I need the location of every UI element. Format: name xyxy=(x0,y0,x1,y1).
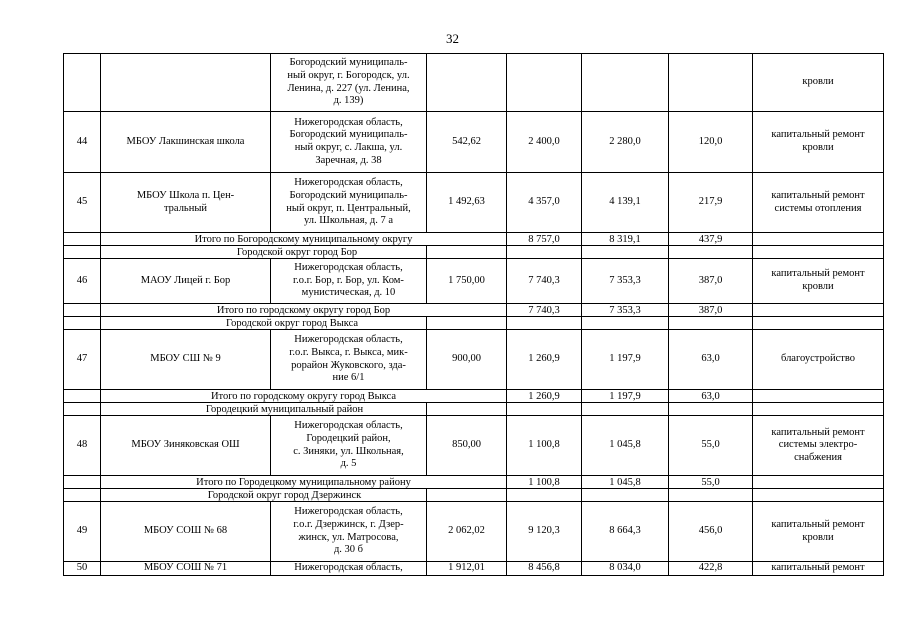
institution-name xyxy=(101,173,271,233)
value-cell: 120,0 xyxy=(669,112,753,173)
address-cell xyxy=(271,502,427,562)
work-line: кровли xyxy=(802,531,834,543)
work-type-cell xyxy=(753,54,884,112)
address-line: Заречная, д. 38 xyxy=(315,154,382,166)
table-row xyxy=(64,112,884,173)
name-line: МБОУ СШ № 9 xyxy=(150,353,221,365)
address-line: жинск, ул. Матросова, xyxy=(298,531,399,543)
row-number: 45 xyxy=(64,173,101,233)
empty-cell xyxy=(427,403,507,416)
empty-cell xyxy=(669,246,753,259)
value-cell: 2 400,0 xyxy=(507,112,582,173)
budget-table xyxy=(63,53,884,576)
empty-cell xyxy=(507,489,582,502)
value-cell: 7 740,3 xyxy=(507,304,582,317)
address-line: д. 139) xyxy=(333,95,364,107)
address-cell xyxy=(271,173,427,233)
work-line: кровли xyxy=(802,76,834,88)
work-type-cell xyxy=(753,390,884,403)
address-line: ние 6/1 xyxy=(332,372,365,384)
value-cell: 1 045,8 xyxy=(582,416,669,476)
region-spacer xyxy=(64,403,101,416)
address-line: Нижегородская область, xyxy=(294,420,403,432)
value-cell: 9 120,3 xyxy=(507,502,582,562)
table-row xyxy=(64,562,884,576)
address-cell xyxy=(271,54,427,112)
address-cell xyxy=(271,416,427,476)
work-line: кровли xyxy=(802,281,834,292)
region-spacer xyxy=(64,489,101,502)
value-cell: 8 757,0 xyxy=(507,233,582,246)
address-line: Городецкий район, xyxy=(306,432,391,444)
table-body xyxy=(64,54,884,576)
address-line: Нижегородская область, xyxy=(294,116,403,128)
table-row xyxy=(64,416,884,476)
name-line: МБОУ Школа п. Цен- xyxy=(136,189,235,201)
empty-cell xyxy=(669,403,753,416)
address-line: Нижегородская область, xyxy=(294,177,403,189)
subtotal-label: Итого по Городецкому муниципальному району xyxy=(101,476,507,489)
address-line: ный округ, г. Богородск, ул. xyxy=(287,69,410,81)
value-cell: 1 260,9 xyxy=(507,390,582,403)
address-line: г.о.г. Бор, г. Бор, ул. Ком- xyxy=(293,274,404,286)
region-row xyxy=(64,246,884,259)
row-number: 49 xyxy=(64,502,101,562)
value-cell: 2 062,02 xyxy=(427,502,507,562)
row-number: 46 xyxy=(64,259,101,304)
value-cell: 1 750,00 xyxy=(427,259,507,304)
value-cell: 55,0 xyxy=(669,416,753,476)
work-type-cell xyxy=(753,304,884,317)
value-cell: 1 045,8 xyxy=(582,476,669,489)
value-cell: 1 100,8 xyxy=(507,416,582,476)
value-cell xyxy=(427,54,507,112)
value-cell: 7 353,3 xyxy=(582,304,669,317)
address-line: Ленина, д. 227 (ул. Ленина, xyxy=(287,82,410,94)
value-cell: 1 492,63 xyxy=(427,173,507,233)
empty-cell xyxy=(507,317,582,330)
empty-cell xyxy=(753,489,884,502)
page-number: 32 xyxy=(446,31,459,46)
work-type-cell xyxy=(753,562,884,576)
empty-cell xyxy=(669,489,753,502)
subtotal-label: Итого по городскому округу город Бор xyxy=(101,304,507,317)
row-number: 47 xyxy=(64,330,101,390)
address-line: с. Зиняки, ул. Школьная, xyxy=(293,445,404,457)
row-number: 50 xyxy=(64,562,101,576)
name-line: МБОУ СОШ № 68 xyxy=(143,525,228,537)
address-line: Богородский муниципаль- xyxy=(289,129,408,141)
work-type-cell xyxy=(753,330,884,390)
table-row xyxy=(64,259,884,304)
table-row xyxy=(64,502,884,562)
institution-name xyxy=(101,416,271,476)
institution-name xyxy=(101,502,271,562)
work-type-cell xyxy=(753,112,884,173)
value-cell: 1 260,9 xyxy=(507,330,582,390)
address-cell xyxy=(271,330,427,390)
work-type-cell xyxy=(753,476,884,489)
value-cell: 4 357,0 xyxy=(507,173,582,233)
empty-cell xyxy=(582,403,669,416)
row-number: 44 xyxy=(64,112,101,173)
work-line: капитальный ремонт xyxy=(771,129,865,141)
value-cell xyxy=(669,54,753,112)
work-line: снабжения xyxy=(794,451,842,463)
institution-name xyxy=(101,259,271,304)
address-line: г.о.г. Дзержинск, г. Дзер- xyxy=(293,518,404,530)
value-cell: 63,0 xyxy=(669,390,753,403)
empty-cell xyxy=(427,246,507,259)
name-line: МБОУ Лакшинская школа xyxy=(126,135,245,147)
subtotal-row xyxy=(64,390,884,403)
institution-name xyxy=(101,562,271,576)
value-cell: 437,9 xyxy=(669,233,753,246)
institution-name xyxy=(101,112,271,173)
table-row xyxy=(64,54,884,112)
value-cell: 8 034,0 xyxy=(582,562,669,576)
subtotal-row xyxy=(64,233,884,246)
region-title: Городской округ город Дзержинск xyxy=(101,489,427,502)
name-line: МАОУ Лицей г. Бор xyxy=(140,274,231,286)
address-line: ул. Школьная, д. 7 а xyxy=(303,215,394,227)
value-cell: 456,0 xyxy=(669,502,753,562)
address-line: г.о.г. Выкса, г. Выкса, мик- xyxy=(289,346,408,358)
region-row xyxy=(64,489,884,502)
value-cell: 850,00 xyxy=(427,416,507,476)
value-cell: 4 139,1 xyxy=(582,173,669,233)
region-spacer xyxy=(64,246,101,259)
value-cell: 8 456,8 xyxy=(507,562,582,576)
institution-name xyxy=(101,330,271,390)
address-line: Нижегородская область, xyxy=(294,562,403,574)
value-cell: 1 912,01 xyxy=(427,562,507,576)
work-type-cell xyxy=(753,502,884,562)
region-title: Городецкий муниципальный район xyxy=(101,403,427,416)
work-line: системы отопления xyxy=(774,202,862,214)
empty-cell xyxy=(753,317,884,330)
work-line: кровли xyxy=(802,142,834,153)
address-line: д. 5 xyxy=(340,458,357,470)
region-title: Городской округ город Бор xyxy=(101,246,427,259)
subtotal-row xyxy=(64,304,884,317)
row-number xyxy=(64,54,101,112)
table-row xyxy=(64,173,884,233)
work-type-cell xyxy=(753,259,884,304)
work-line: благоустройство xyxy=(780,353,855,365)
empty-cell xyxy=(427,317,507,330)
name-line: МБОУ Зиняковская ОШ xyxy=(131,439,240,451)
address-cell xyxy=(271,259,427,304)
value-cell: 542,62 xyxy=(427,112,507,173)
address-line: ный округ, п. Центральный, xyxy=(286,202,411,214)
value-cell: 7 353,3 xyxy=(582,259,669,304)
value-cell: 1 197,9 xyxy=(582,390,669,403)
row-number: 48 xyxy=(64,416,101,476)
subtotal-label: Итого по Богородскому муниципальному округу xyxy=(101,233,507,246)
empty-cell xyxy=(507,246,582,259)
region-row xyxy=(64,403,884,416)
empty-cell xyxy=(427,489,507,502)
subtotal-spacer xyxy=(64,390,101,403)
address-line: мунистическая, д. 10 xyxy=(301,287,396,299)
work-type-cell xyxy=(753,233,884,246)
work-type-cell xyxy=(753,416,884,476)
empty-cell xyxy=(582,317,669,330)
work-line: капитальный ремонт xyxy=(771,518,865,530)
value-cell: 63,0 xyxy=(669,330,753,390)
table-row xyxy=(64,330,884,390)
region-spacer xyxy=(64,317,101,330)
value-cell xyxy=(507,54,582,112)
value-cell: 1 100,8 xyxy=(507,476,582,489)
work-line: системы электро- xyxy=(778,439,858,451)
value-cell: 8 664,3 xyxy=(582,502,669,562)
address-line: ный округ, с. Лакша, ул. xyxy=(294,142,403,153)
value-cell: 1 197,9 xyxy=(582,330,669,390)
address-cell xyxy=(271,112,427,173)
name-line: МБОУ СОШ № 71 xyxy=(143,562,228,574)
region-title: Городской округ город Выкса xyxy=(101,317,427,330)
empty-cell xyxy=(582,489,669,502)
name-line: тральный xyxy=(163,202,208,214)
value-cell: 7 740,3 xyxy=(507,259,582,304)
address-line: д. 30 б xyxy=(333,544,364,556)
address-line: рорайон Жуковского, зда- xyxy=(291,359,406,371)
address-cell xyxy=(271,562,427,576)
work-line: капитальный ремонт xyxy=(771,268,865,280)
empty-cell xyxy=(507,403,582,416)
empty-cell xyxy=(753,403,884,416)
address-line: Нижегородская область, xyxy=(294,262,403,274)
subtotal-spacer xyxy=(64,476,101,489)
work-type-cell xyxy=(753,173,884,233)
institution-name xyxy=(101,54,271,112)
subtotal-label: Итого по городскому округу город Выкса xyxy=(101,390,507,403)
work-line: капитальный ремонт xyxy=(771,426,865,438)
value-cell: 55,0 xyxy=(669,476,753,489)
value-cell: 387,0 xyxy=(669,259,753,304)
address-line: Нижегородская область, xyxy=(294,506,403,518)
value-cell: 387,0 xyxy=(669,304,753,317)
region-row xyxy=(64,317,884,330)
address-line: Богородский муниципаль- xyxy=(289,189,408,201)
subtotal-row xyxy=(64,476,884,489)
empty-cell xyxy=(753,246,884,259)
value-cell xyxy=(582,54,669,112)
value-cell: 217,9 xyxy=(669,173,753,233)
empty-cell xyxy=(582,246,669,259)
value-cell: 422,8 xyxy=(669,562,753,576)
value-cell: 900,00 xyxy=(427,330,507,390)
subtotal-spacer xyxy=(64,233,101,246)
empty-cell xyxy=(669,317,753,330)
address-line: Богородский муниципаль- xyxy=(289,57,408,69)
work-line: капитальный ремонт xyxy=(771,189,865,201)
value-cell: 8 319,1 xyxy=(582,233,669,246)
subtotal-spacer xyxy=(64,304,101,317)
address-line: Нижегородская область, xyxy=(294,334,403,346)
value-cell: 2 280,0 xyxy=(582,112,669,173)
work-line: капитальный ремонт xyxy=(771,562,865,574)
